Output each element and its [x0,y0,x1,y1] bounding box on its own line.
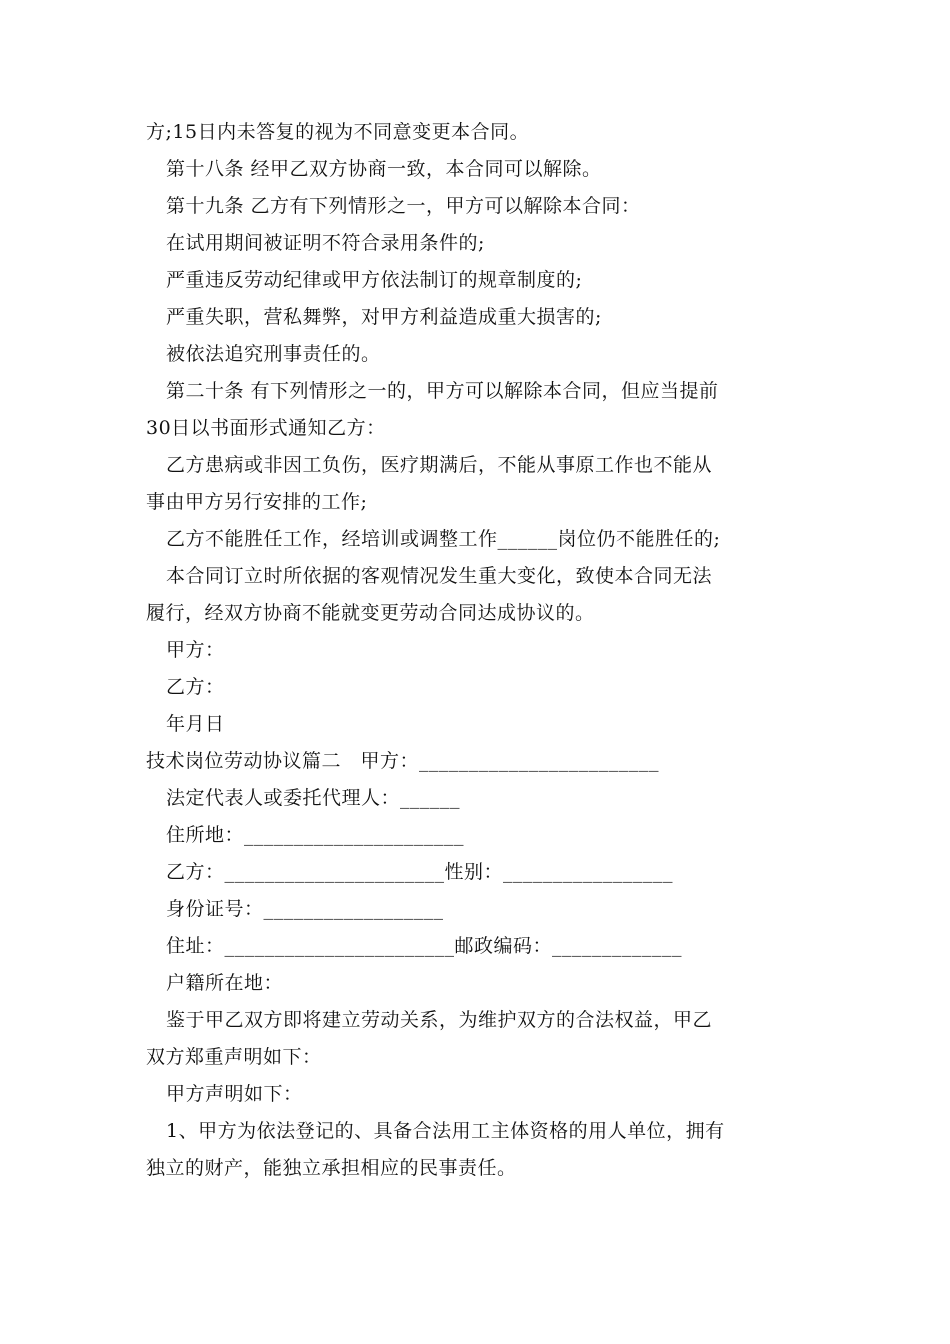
text-line: 甲方声明如下： [166,1083,303,1105]
text-line: 甲方： [166,639,225,661]
text-line: 法定代表人或委托代理人：______ [166,787,461,809]
text-line: 第二十条 有下列情形之一的，甲方可以解除本合同，但应当提前 [166,380,719,402]
text-line: 严重违反劳动纪律或甲方依法制订的规章制度的; [166,269,583,291]
text-line: 身份证号：__________________ [166,898,444,920]
text-line: 30日以书面形式通知乙方： [146,417,386,439]
text-line: 严重失职，营私舞弊，对甲方利益造成重大损害的; [166,306,602,328]
document-page [146,114,806,1187]
text-line: 方;15日内未答复的视为不同意变更本合同。 [146,121,530,143]
text-line: 事由甲方另行安排的工作; [146,491,368,513]
text-line: 本合同订立时所依据的客观情况发生重大变化，致使本合同无法 [166,565,713,587]
text-line: 乙方：______________________性别：_________________ [166,861,674,883]
text-line: 鉴于甲乙双方即将建立劳动关系，为维护双方的合法权益，甲乙 [166,1009,713,1031]
text-line: 双方郑重声明如下： [146,1046,322,1068]
text-line: 住所地：______________________ [166,824,465,846]
text-line: 年月日 [166,713,225,735]
text-line: 乙方： [166,676,225,698]
text-line: 住址：_______________________邮政编码：_____________ [166,935,683,957]
text-line: 户籍所在地： [166,972,284,994]
text-line: 第十八条 经甲乙双方协商一致，本合同可以解除。 [166,158,602,180]
text-line: 技术岗位劳动协议篇二 甲方：________________________ [146,750,660,772]
text-line: 在试用期间被证明不符合录用条件的; [166,232,485,254]
text-line: 履行，经双方协商不能就变更劳动合同达成协议的。 [146,602,595,624]
text-line: 第十九条 乙方有下列情形之一，甲方可以解除本合同： [166,195,641,217]
text-line: 被依法追究刑事责任的。 [166,343,381,365]
text-line: 1、甲方为依法登记的、具备合法用工主体资格的用人单位，拥有 [166,1120,725,1142]
text-line: 独立的财产，能独立承担相应的民事责任。 [146,1157,517,1179]
text-line: 乙方不能胜任工作，经培训或调整工作______岗位仍不能胜任的; [166,528,721,550]
text-line: 乙方患病或非因工负伤，医疗期满后，不能从事原工作也不能从 [166,454,713,476]
